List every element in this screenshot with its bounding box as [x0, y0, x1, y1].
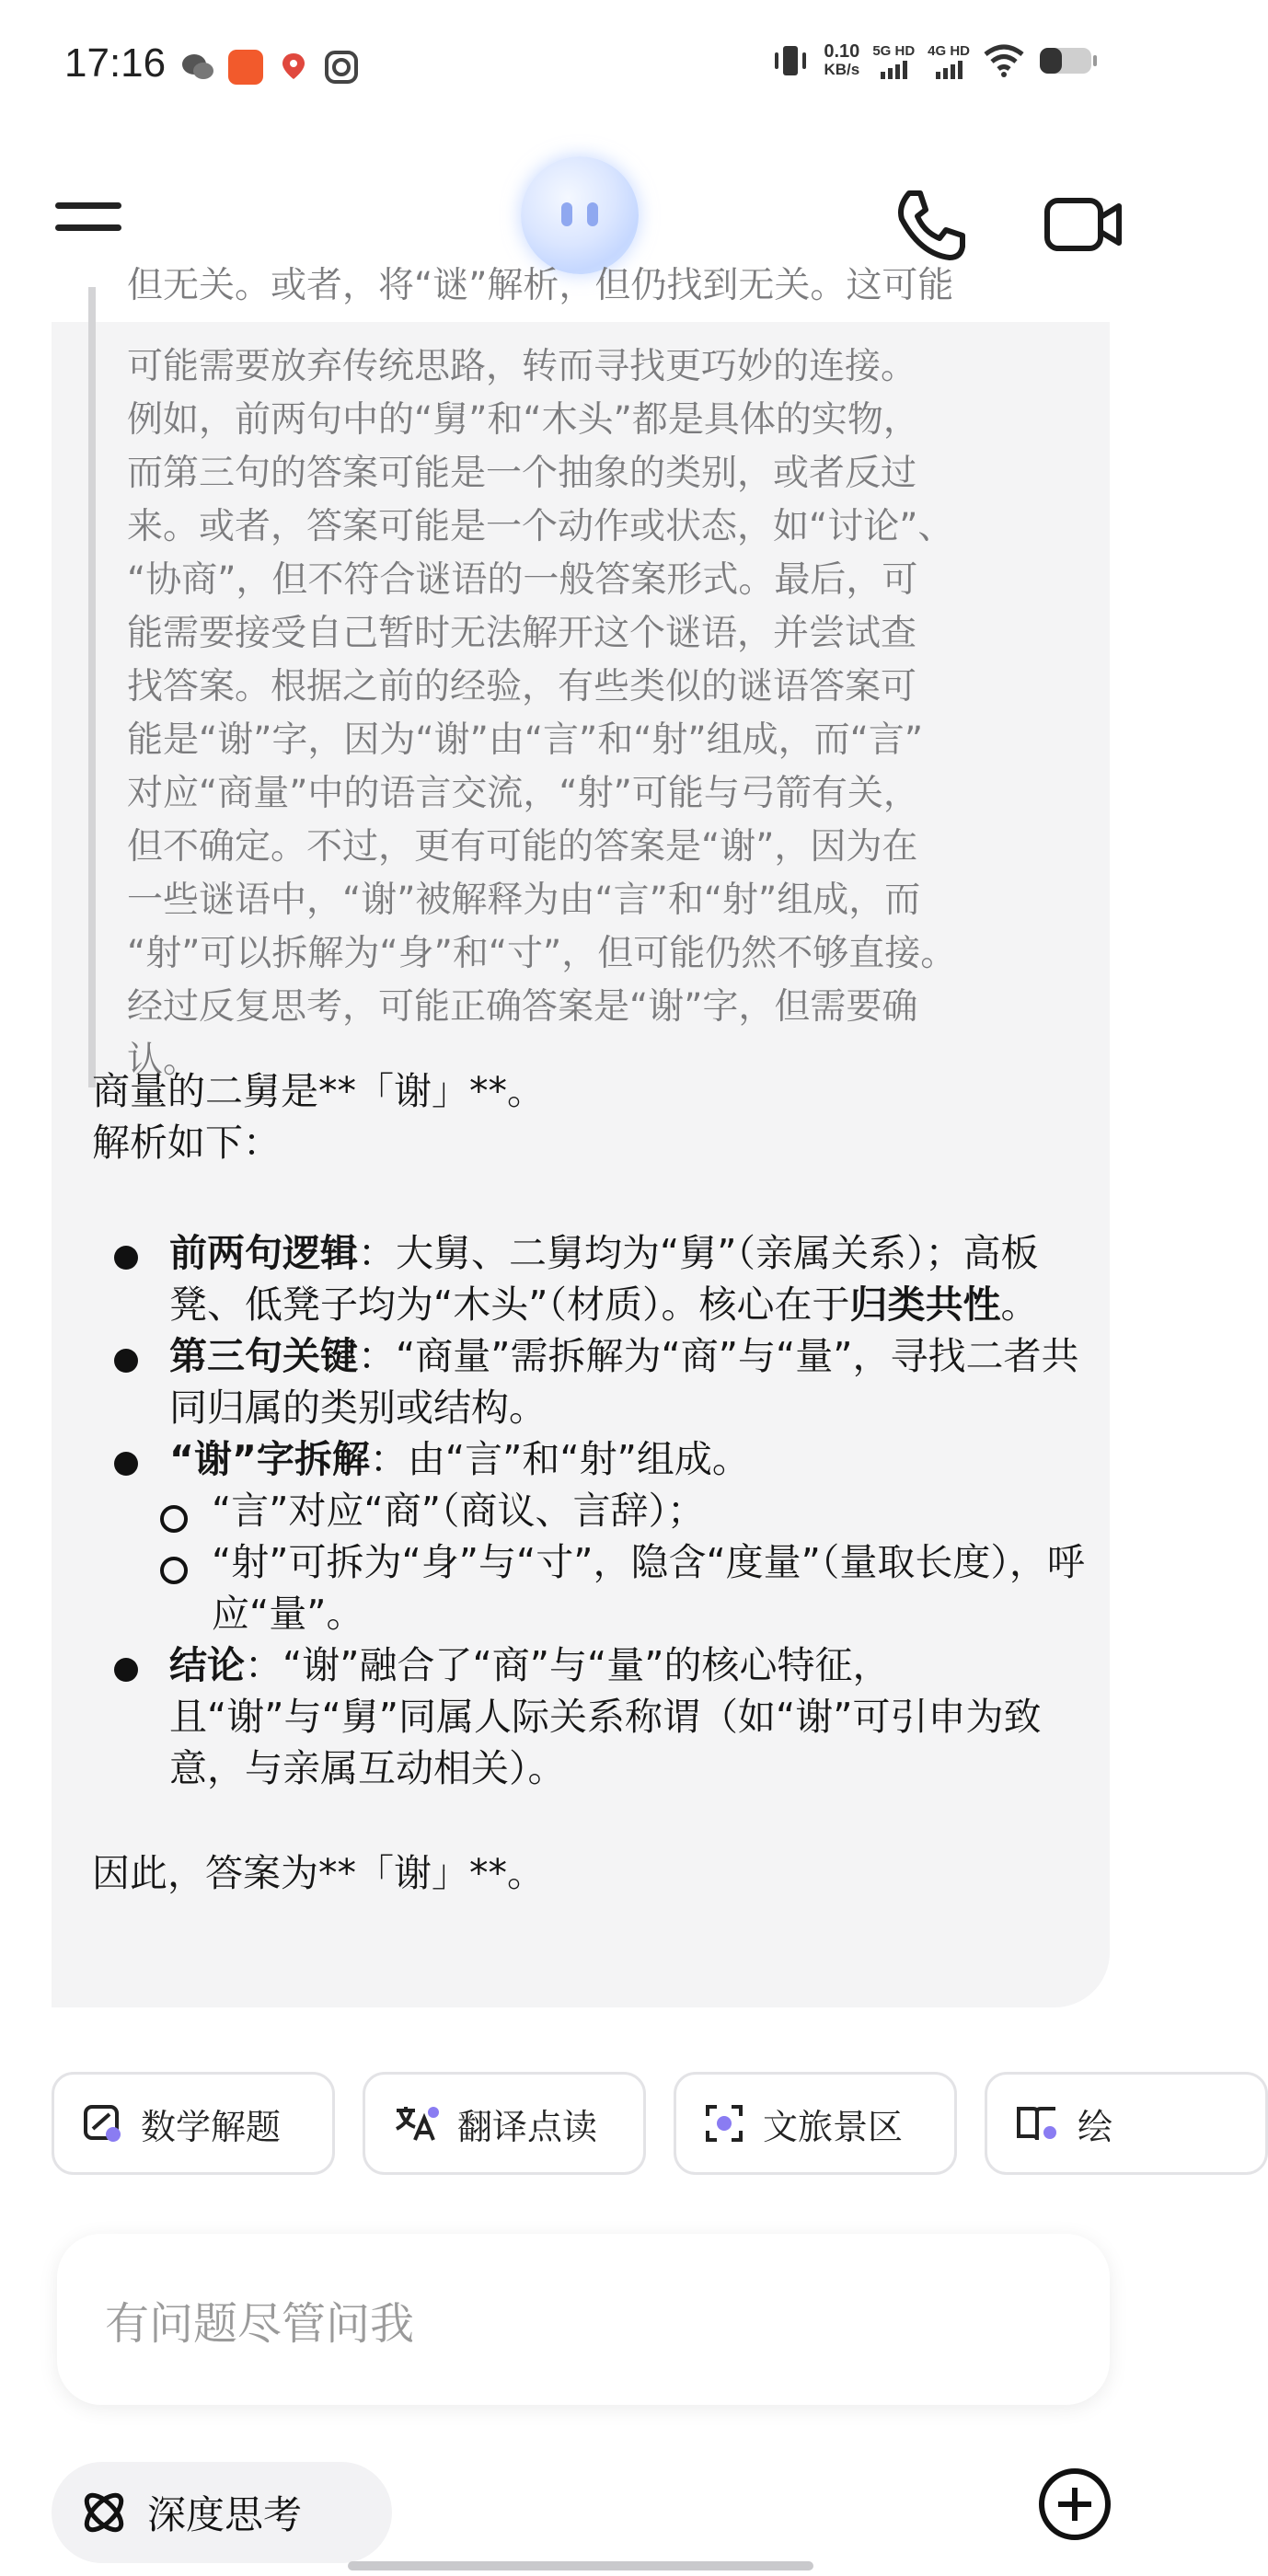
wechat-icon	[180, 50, 215, 85]
add-attachment-button[interactable]	[1036, 2466, 1113, 2543]
chip-translate[interactable]	[363, 2072, 646, 2175]
thinking-line: 一些谜语中，“谢”被解释为由“言”和“射”组成，而	[127, 880, 921, 921]
assistant-message-bubble	[52, 265, 1110, 2007]
thinking-line: 例如，前两句中的“舅”和“木头”都是具体的实物，	[127, 399, 919, 441]
answer-text	[92, 1065, 1086, 1899]
chip-travel[interactable]	[674, 2072, 957, 2175]
menu-icon	[55, 202, 121, 209]
list-item-heading: “谢”字拆解	[169, 1437, 370, 1481]
signal-4g-label: 4G HD	[928, 42, 970, 59]
chip-picture-book[interactable]	[985, 2072, 1268, 2175]
list-item-text-end: 。	[1000, 1282, 1039, 1327]
thinking-line: 但不确定。不过，更有可能的答案是“谢”，因为在	[127, 826, 918, 868]
sub-list	[134, 1485, 1086, 1639]
thinking-line-partial: 但无关。或者，将“谜”解析，但仍找到无关。这可能	[127, 265, 954, 306]
thinking-line: “射”可以拆解为“身”和“寸”，但可能仍然不够直接。	[127, 933, 957, 974]
deep-think-label: 深度思考	[147, 2492, 303, 2537]
chip-label: 数学解题	[141, 2106, 282, 2147]
video-call-button[interactable]	[1042, 188, 1124, 261]
list-item	[92, 1433, 1086, 1639]
answer-intro: 商量的二舅是**「谢」**。	[92, 1069, 545, 1113]
net-speed-value: 0.10	[824, 41, 860, 62]
chat-input[interactable]	[57, 2234, 1110, 2405]
app-square-icon	[324, 50, 359, 85]
map-pin-icon	[276, 50, 311, 85]
voice-call-button[interactable]	[889, 184, 972, 267]
avatar-eye-right	[587, 202, 598, 226]
thinking-line: 找答案。根据之前的经验，有些类似的谜语答案可	[127, 666, 917, 707]
menu-icon-line	[55, 224, 121, 231]
chip-label: 绘	[1078, 2106, 1113, 2147]
avatar-eye-left	[561, 202, 572, 226]
chip-label: 翻译点读	[457, 2106, 598, 2147]
thinking-line: 对应“商量”中的语言交流，“射”可能与弓箭有关，	[127, 773, 919, 814]
net-speed	[824, 42, 859, 79]
video-camera-icon	[1042, 188, 1124, 261]
chip-math[interactable]	[52, 2072, 335, 2175]
thinking-line: 经过反复思考，可能正确答案是“谢”字，但需要确	[127, 986, 918, 1028]
list-item-emphasis: 归类共性	[849, 1282, 1001, 1327]
signal-4g	[928, 43, 970, 79]
analysis-list	[92, 1227, 1086, 1794]
sub-list-item: “言”对应“商”（商议、言辞）；	[134, 1485, 1086, 1536]
assistant-avatar[interactable]	[521, 156, 639, 274]
phone-icon	[889, 184, 972, 267]
thinking-line: 可能需要放弃传统思路，转而寻找更巧妙的连接。	[127, 346, 917, 387]
translate-icon	[393, 2103, 439, 2144]
list-item-text: ：由“言”和“射”组成。	[369, 1437, 750, 1481]
wifi-icon	[983, 43, 1025, 78]
thinking-process	[88, 265, 1091, 1087]
list-item-heading: 前两句逻辑	[169, 1231, 358, 1275]
thinking-line: 认。	[127, 1040, 200, 1081]
scan-icon	[704, 2103, 744, 2144]
status-bar	[0, 0, 1159, 138]
list-item-text: ：大舅、二舅均为“舅”（亲属关系）；高板凳、低凳子均为“木头”（材质）。核心在于	[169, 1231, 1039, 1327]
status-app-icons	[180, 50, 359, 85]
chat-input-placeholder: 有问题尽管问我	[105, 2297, 415, 2350]
thinking-line: 能需要接受自己暂时无法解开这个谜语，并尝试查	[127, 613, 917, 654]
list-item	[92, 1227, 1086, 1330]
list-item-text: ：“谢”融合了“商”与“量”的核心特征，且“谢”与“舅”同属人际关系称谓（如“谢”可引申为致意，与亲属互动相关）。	[169, 1643, 1042, 1790]
plus-circle-icon	[1036, 2466, 1113, 2543]
thinking-line: 能是“谢”字，因为“谢”由“言”和“射”组成，而“言”	[127, 719, 924, 761]
status-time: 17:16	[64, 40, 167, 86]
math-solver-icon	[82, 2103, 122, 2144]
signal-5g	[872, 43, 915, 79]
answer-intro-2: 解析如下：	[92, 1121, 281, 1165]
signal-bars-icon	[936, 59, 963, 79]
status-indicators	[770, 42, 1099, 79]
thinking-line: 而第三句的答案可能是一个抽象的类别，或者反过	[127, 453, 917, 494]
list-item-heading: 第三句关键	[169, 1334, 358, 1378]
app-orange-icon	[228, 50, 263, 85]
answer-conclusion: 因此，答案为**「谢」**。	[92, 1851, 545, 1895]
vibrate-icon	[770, 42, 811, 79]
deep-think-icon	[77, 2486, 131, 2539]
chip-label: 文旅景区	[763, 2106, 904, 2147]
menu-button[interactable]	[55, 202, 125, 258]
quick-action-chips	[52, 2072, 1113, 2175]
sub-list-item: “射”可拆为“身”与“寸”，隐含“度量”（量取长度），呼应“量”。	[134, 1536, 1086, 1639]
list-item	[92, 1330, 1086, 1433]
home-indicator[interactable]	[348, 2561, 813, 2570]
signal-5g-label: 5G HD	[872, 42, 916, 59]
thinking-line: “协商”，但不符合谜语的一般答案形式。最后，可	[127, 559, 918, 601]
thinking-line: 来。或者，答案可能是一个动作或状态，如“讨论”、	[127, 506, 954, 547]
list-item	[92, 1639, 1086, 1794]
deep-think-toggle[interactable]	[52, 2462, 392, 2563]
battery-icon	[1038, 45, 1099, 76]
list-item-heading: 结论	[169, 1643, 245, 1687]
list-item-text: ：“商量”需拆解为“商”与“量”，寻找二者共同归属的类别或结构。	[169, 1334, 1079, 1430]
net-speed-unit: KB/s	[824, 61, 860, 78]
book-icon	[1015, 2103, 1059, 2144]
signal-bars-icon	[881, 59, 907, 79]
